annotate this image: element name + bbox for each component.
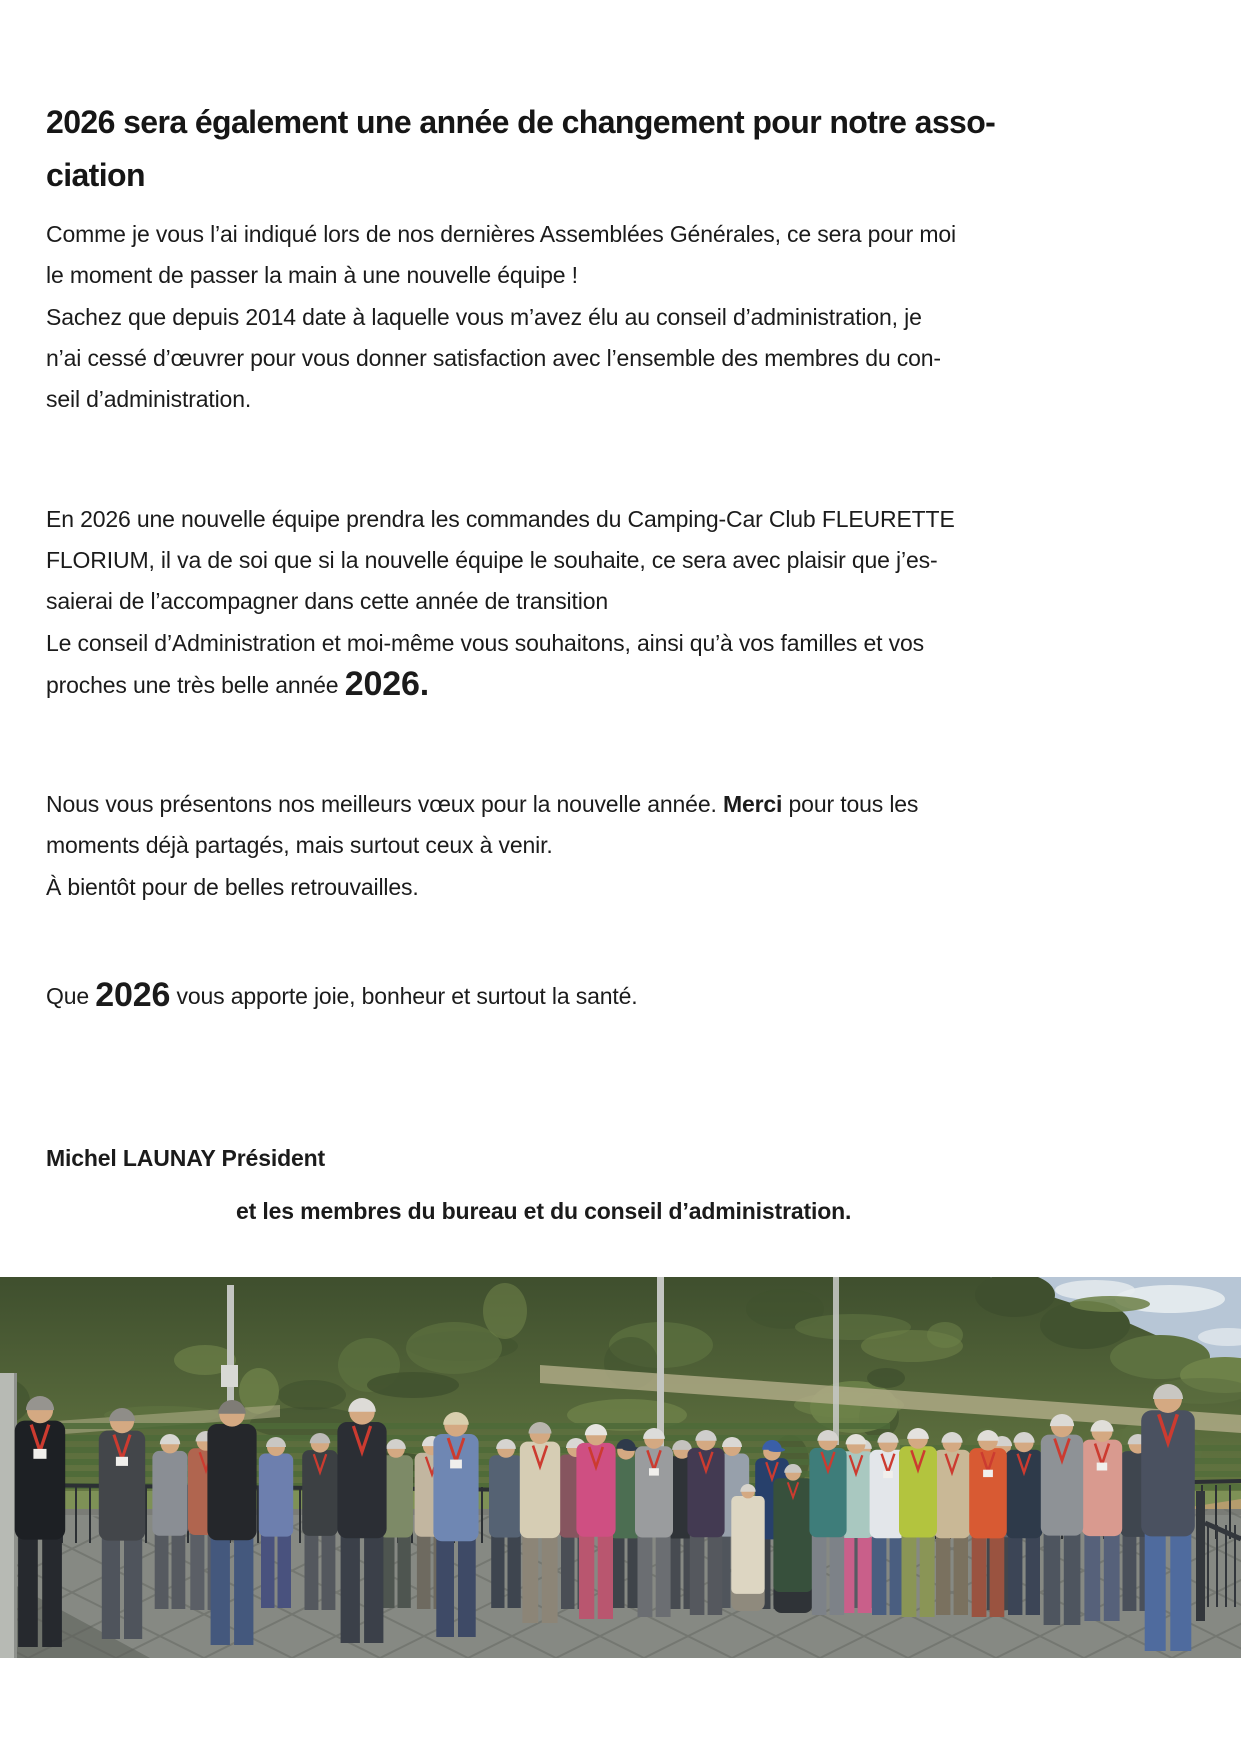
group-photo — [0, 1277, 1241, 1658]
merci-emphasis: Merci — [722, 791, 783, 817]
paragraph-line: En 2026 une nouvelle équipe prendra les commandes du Camping-Car Club FLEURETTE — [46, 506, 955, 532]
letter-body — [0, 96, 1241, 1232]
year-2026-emphasis: 2026 — [95, 976, 171, 1014]
voeux-text: Nous vous présentons nos meilleurs vœux pour la nouvelle année. — [46, 791, 723, 817]
que-text-suite: vous apporte joie, bonheur et surtout la santé. — [170, 983, 638, 1009]
voeux-text-suite: pour tous les — [782, 791, 919, 817]
signature-president — [46, 1138, 1205, 1179]
signature-line: et les membres du bureau et du conseil d’administration. — [236, 1198, 852, 1224]
paragraph-line: n’ai cessé d’œuvrer pour vous donner satisfaction avec l’ensemble des membres du con- — [46, 345, 941, 371]
paragraph-line: Comme je vous l’ai indiqué lors de nos dernières Assemblées Générales, ce sera pour moi — [46, 221, 956, 247]
wishes-text: proches une très belle année — [46, 672, 345, 698]
paragraph-line — [46, 664, 1205, 706]
paragraph-line: saierai de l’accompagner dans cette année de transition — [46, 588, 608, 614]
que-text: Que — [46, 983, 96, 1009]
heading-line-2: ciation — [46, 157, 145, 193]
paragraph-que-2026 — [46, 975, 1205, 1017]
paragraph-line: moments déjà partagés, mais surtout ceux à venir. — [46, 832, 553, 858]
year-2026-emphasis: 2026. — [344, 665, 430, 703]
paragraph-line: le moment de passer la main à une nouvelle équipe ! — [46, 262, 578, 288]
signature-members — [236, 1191, 1205, 1232]
paragraph-line — [46, 784, 1205, 825]
paragraph-a-bientot — [46, 867, 1205, 908]
paragraph-line: À bientôt pour de belles retrouvailles. — [46, 874, 419, 900]
paragraph-line — [46, 975, 1205, 1017]
paragraph-line: Le conseil d’Administration et moi-même vous souhaitons, ainsi qu’à vos familles et vos — [46, 630, 924, 656]
paragraph-wishes — [46, 623, 1205, 706]
paragraph-line: FLORIUM, il va de soi que si la nouvelle équipe le souhaite, ce sera avec plaisir que j’es- — [46, 547, 938, 573]
group-photo-illustration — [0, 1277, 1241, 1658]
page-title — [46, 96, 1205, 202]
heading-line-1: 2026 sera également une année de changement pour notre asso- — [46, 104, 996, 140]
signature-line: Michel LAUNAY Président — [46, 1145, 326, 1171]
paragraph-line: Sachez que depuis 2014 date à laquelle vous m’avez élu au conseil d’administration, je — [46, 304, 922, 330]
paragraph-meilleurs-voeux — [46, 784, 1205, 866]
paragraph-intro — [46, 214, 1205, 296]
paragraph-new-team — [46, 499, 1205, 622]
paragraph-since-2014 — [46, 297, 1205, 420]
paragraph-line: seil d’administration. — [46, 386, 252, 412]
